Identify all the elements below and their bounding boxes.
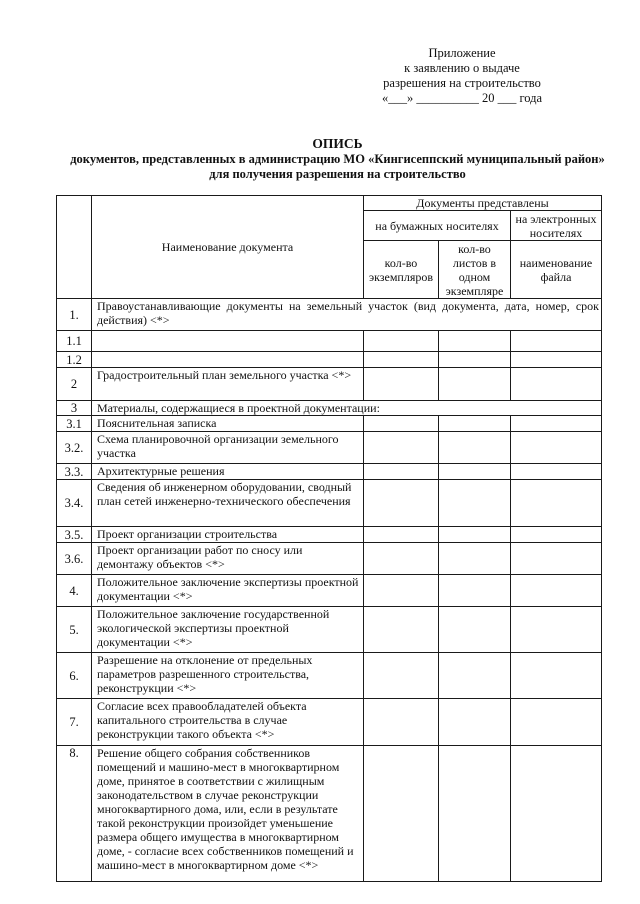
copies-cell — [364, 575, 439, 607]
table-row — [57, 299, 602, 331]
sheets-cell — [439, 480, 511, 527]
table-row — [57, 575, 602, 607]
sheets-cell — [439, 527, 511, 543]
row-number: 1. — [57, 299, 92, 331]
filename-cell — [511, 746, 602, 882]
table-row — [57, 464, 602, 480]
appendix-line: к заявлению о выдаче — [404, 61, 520, 75]
copies-cell — [364, 607, 439, 653]
row-number: 8. — [57, 746, 92, 882]
row-description: Градостроительный план земельного участка <*> — [92, 368, 364, 401]
sheets-cell — [439, 331, 511, 352]
table-row — [57, 746, 602, 882]
row-description: Проект организации строительства — [92, 527, 364, 543]
table-row — [57, 432, 602, 464]
sheets-cell — [439, 746, 511, 882]
copies-cell — [364, 416, 439, 432]
row-number: 3.4. — [57, 480, 92, 527]
copies-cell — [364, 527, 439, 543]
header-electronic-media: на электронных носителях — [511, 211, 602, 241]
row-number: 3.2. — [57, 432, 92, 464]
row-description: Положительное заключение государственной экологической экспертизы проектной документации <*> — [92, 607, 364, 653]
row-description: Положительное заключение экспертизы проектной документации <*> — [92, 575, 364, 607]
sheets-cell — [439, 432, 511, 464]
appendix-date-line: «___» __________ 20 ___ года — [381, 91, 543, 105]
header-paper-media: на бумажных носителях — [364, 211, 511, 241]
row-number: 5. — [57, 607, 92, 653]
row-description: Материалы, содержащиеся в проектной документации: — [92, 401, 602, 416]
copies-cell — [364, 699, 439, 746]
filename-cell — [511, 607, 602, 653]
filename-cell — [511, 480, 602, 527]
filename-cell — [511, 432, 602, 464]
filename-cell — [511, 352, 602, 368]
copies-cell — [364, 464, 439, 480]
table-row — [57, 653, 602, 699]
row-description: Решение общего собрания собственников помещений и машино-мест в многоквартирном доме, принятое в соответствии с жилищным законодательством в случае реконструкции многоквартирного дома, или, если в результате такой реконструкции произойдет уменьшение размера общего имущества в многоквартирном доме, - согласие всех собственников помещений и машино-мест в многоквартирном доме <*> — [92, 746, 364, 882]
row-number: 3.6. — [57, 543, 92, 575]
copies-cell — [364, 331, 439, 352]
appendix-line: разрешения на строительство — [383, 76, 541, 90]
sheets-cell — [439, 699, 511, 746]
table-row — [57, 543, 602, 575]
header-copies-count: кол-во экземпляров — [364, 241, 439, 299]
sheets-cell — [439, 607, 511, 653]
row-description: Пояснительная записка — [92, 416, 364, 432]
table-row — [57, 368, 602, 401]
filename-cell — [511, 527, 602, 543]
sheets-cell — [439, 653, 511, 699]
copies-cell — [364, 543, 439, 575]
row-description: Разрешение на отклонение от предельных параметров разрешенного строительства, реконструкции <*> — [92, 653, 364, 699]
filename-cell — [511, 464, 602, 480]
filename-cell — [511, 575, 602, 607]
filename-cell — [511, 368, 602, 401]
row-description: Схема планировочной организации земельного участка — [92, 432, 364, 464]
filename-cell — [511, 653, 602, 699]
document-title — [70, 136, 605, 182]
row-description — [92, 352, 364, 368]
sheets-cell — [439, 368, 511, 401]
filename-cell — [511, 699, 602, 746]
row-description: Архитектурные решения — [92, 464, 364, 480]
appendix-line: Приложение — [428, 46, 496, 60]
header-row — [57, 196, 602, 211]
sheets-cell — [439, 416, 511, 432]
copies-cell — [364, 432, 439, 464]
row-description: Правоустанавливающие документы на земельный участок (вид документа, дата, номер, срок действия) <*> — [92, 299, 602, 331]
table-row — [57, 527, 602, 543]
row-number: 2 — [57, 368, 92, 401]
row-number: 1.2 — [57, 352, 92, 368]
row-description: Проект организации работ по сносу или демонтажу объектов <*> — [92, 543, 364, 575]
copies-cell — [364, 352, 439, 368]
copies-cell — [364, 368, 439, 401]
filename-cell — [511, 543, 602, 575]
sheets-cell — [439, 575, 511, 607]
filename-cell — [511, 331, 602, 352]
row-number: 3.3. — [57, 464, 92, 480]
header-file-name: наименование файла — [511, 241, 602, 299]
header-document-name: Наименование документа — [92, 196, 364, 299]
table-row — [57, 401, 602, 416]
copies-cell — [364, 746, 439, 882]
row-description — [92, 331, 364, 352]
row-number: 6. — [57, 653, 92, 699]
row-number: 7. — [57, 699, 92, 746]
table-row — [57, 331, 602, 352]
row-description: Сведения об инженерном оборудовании, сводный план сетей инженерно-технического обеспечения — [92, 480, 364, 527]
row-number: 1.1 — [57, 331, 92, 352]
appendix-block — [360, 46, 564, 106]
title-main: ОПИСЬ — [312, 136, 363, 151]
row-number: 4. — [57, 575, 92, 607]
row-number: 3.5. — [57, 527, 92, 543]
sheets-cell — [439, 352, 511, 368]
row-description: Согласие всех правообладателей объекта капитального строительства в случае реконструкции такого объекта <*> — [92, 699, 364, 746]
sheets-cell — [439, 543, 511, 575]
sheets-cell — [439, 464, 511, 480]
document-inventory-table — [56, 195, 602, 882]
copies-cell — [364, 653, 439, 699]
header-sheets-count: кол-во листов в одном экземпляре — [439, 241, 511, 299]
table-row — [57, 607, 602, 653]
header-blank-cell — [57, 196, 92, 299]
table-row — [57, 480, 602, 527]
title-subtitle: документов, представленных в администрацию МО «Кингисеппский муниципальный район» для получения разрешения на строительство — [70, 152, 605, 181]
row-number: 3.1 — [57, 416, 92, 432]
table-row — [57, 416, 602, 432]
row-number: 3 — [57, 401, 92, 416]
table-row — [57, 699, 602, 746]
header-documents-presented: Документы представлены — [364, 196, 602, 211]
filename-cell — [511, 416, 602, 432]
copies-cell — [364, 480, 439, 527]
table-row — [57, 352, 602, 368]
